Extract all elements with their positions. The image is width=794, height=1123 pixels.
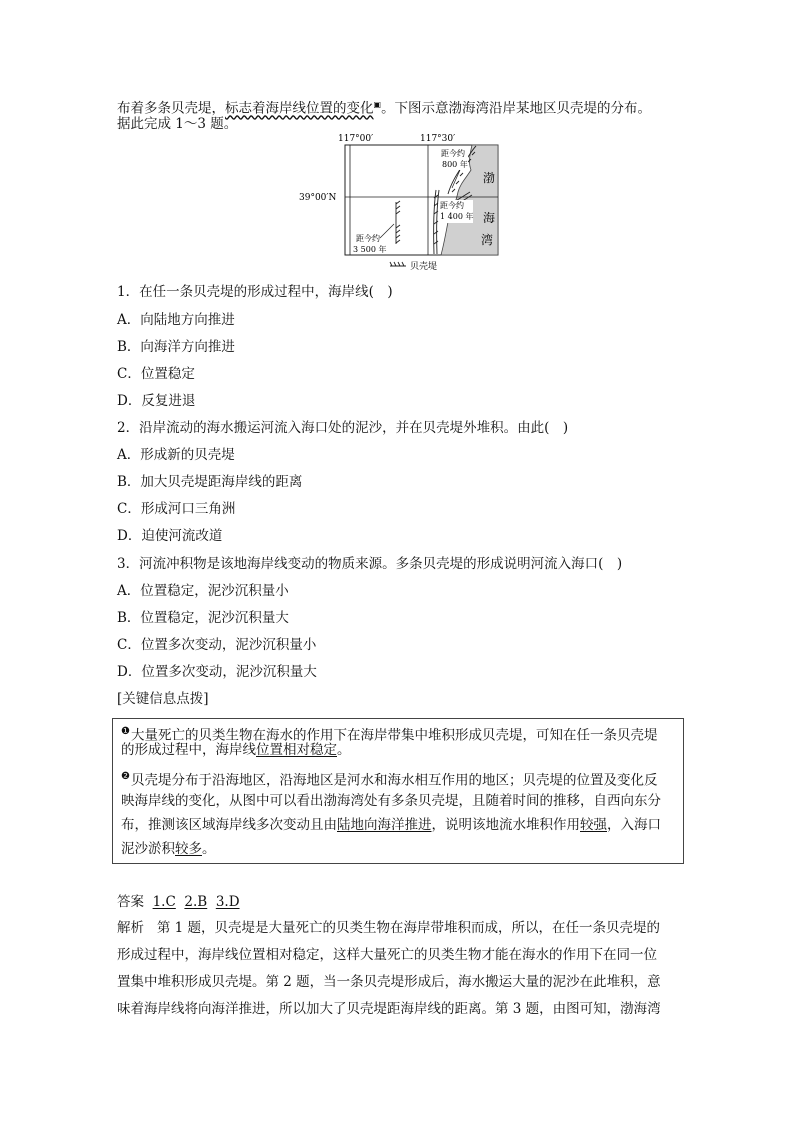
lat-label: 39°00′N [299,193,337,203]
key-info-text: 大量死亡的贝类生物在海水的作用下在海岸带集中堆积形成贝壳堤，可知在任一条贝壳堤 [130,727,658,744]
question-1-stem: 1．在任一条贝壳堤的形成过程中，海岸线( ) [117,284,393,300]
analysis-label: 解析 [117,920,144,936]
key-info-highlight: 较多 [175,841,202,857]
question-1-option-b: B．向海洋方向推进 [117,339,235,355]
key-info-p2-line4 [121,840,216,858]
answer-label: 答案 [117,894,144,910]
question-2-option-c: C．形成河口三角洲 [117,501,236,517]
question-2-option-d: D．迫使河流改道 [117,528,223,544]
key-info-p2-line3 [121,816,661,834]
sea-label-2: 海 [483,211,496,225]
answer-1: 1.C [152,894,176,910]
label-1400-line2: 1 400 年 [440,212,474,221]
question-3-option-d: D．位置多次变动，泥沙沉积量大 [117,664,317,680]
analysis-line-2: 形成过程中，海岸线位置相对稳定，这样大量死亡的贝类生物才能在海水的作用下在同一位 [117,947,657,963]
question-2-option-b: B．加大贝壳堤距海岸线的距离 [117,474,303,490]
legend-shell-ridge-symbol [390,262,406,266]
note-icon: ▣ [373,100,382,109]
key-info-text: 贝壳堤分布于沿海地区，沿海地区是河水和海水相互作用的地区；贝壳堤的位置及变化反 [130,772,658,789]
analysis-text: 第 1 题，贝壳堤是大量死亡的贝类生物在海岸带堆积而成，所以，在任一条贝壳堤的 [156,920,661,936]
key-info-p1-line2 [121,741,351,759]
sea-label-3: 湾 [481,233,494,247]
label-3500-line2: 3 500 年 [353,245,387,254]
question-2-option-a: A．形成新的贝壳堤 [117,447,235,463]
analysis-line-3: 置集中堆积形成贝壳堤。第 2 题，当一条贝壳堤形成后，海水搬运大量的泥沙在此堆积，意 [117,974,661,990]
sequence-marker: ❷ [121,771,130,782]
intro-text: 布着多条贝壳堤， [117,100,225,117]
label-1400-line1: 距今约 [440,201,464,210]
question-3-option-b: B．位置稳定，泥沙沉积量大 [117,610,289,626]
key-info-text: 。 [202,841,216,857]
key-info-p2-line2: 映海岸线的变化，从图中可以看出渤海湾处有多条贝壳堤，且随着时间的推移，自西向东分 [121,793,661,809]
key-info-highlight: 陆地向海洋推进 [337,817,432,833]
analysis-line-1 [117,919,660,937]
key-info-text: 泥沙淤积 [121,841,175,857]
key-info-heading: [关键信息点拨] [117,691,209,707]
question-1-option-d: D．反复进退 [117,393,196,409]
lon-label-117-00: 117°00′ [338,134,374,144]
label-800-line1: 距今约 [441,149,465,158]
key-info-text: 的形成过程中，海岸线 [121,742,256,758]
lon-label-117-30: 117°30′ [420,134,456,144]
intro-text: 。下图示意渤海湾沿岸某地区贝壳堤的分布。 [381,100,652,117]
question-3-option-a: A．位置稳定，泥沙沉积量小 [117,583,289,599]
legend-label: 贝壳堤 [410,262,438,272]
sequence-marker: ❶ [121,726,130,737]
key-info-highlight: 较强 [580,817,607,833]
answer-2: 2.B [184,894,208,910]
key-info-text: 布，推测该区域海岸线多次变动且由 [121,817,337,833]
question-1-option-a: A．向陆地方向推进 [117,312,235,328]
key-info-text: 。 [337,742,351,758]
sea-label-1: 渤 [483,171,496,185]
question-3-stem: 3．河流冲积物是该地海岸线变动的物质来源。多条贝壳堤的形成说明河流入海口( ) [117,556,623,572]
label-800-line2: 800 年 [442,160,468,169]
intro-line-2: 据此完成 1～3 题。 [117,116,238,132]
answer-3: 3.D [215,894,240,910]
intro-highlight: 标志着海岸线位置的变化 [225,100,374,117]
question-1-option-c: C．位置稳定 [117,366,195,382]
answer-line [117,893,240,911]
key-info-text: ，入海口 [607,817,661,833]
label-3500-line1: 距今约 [356,234,380,243]
key-info-text: ，说明该地流水堆积作用 [431,817,580,833]
analysis-line-4: 味着海岸线将向海洋推进，所以加大了贝壳堤距海岸线的距离。第 3 题，由图可知，渤海湾 [117,1001,661,1017]
key-info-highlight: 位置相对稳定 [256,742,337,758]
shell-ridge-map [299,132,505,272]
question-3-option-c: C．位置多次变动，泥沙沉积量小 [117,637,317,653]
key-info-box [112,718,684,864]
question-2-stem: 2．沿岸流动的海水搬运河流入海口处的泥沙，并在贝壳堤外堆积。由此( ) [117,420,569,436]
key-info-p2-line1 [121,768,657,790]
